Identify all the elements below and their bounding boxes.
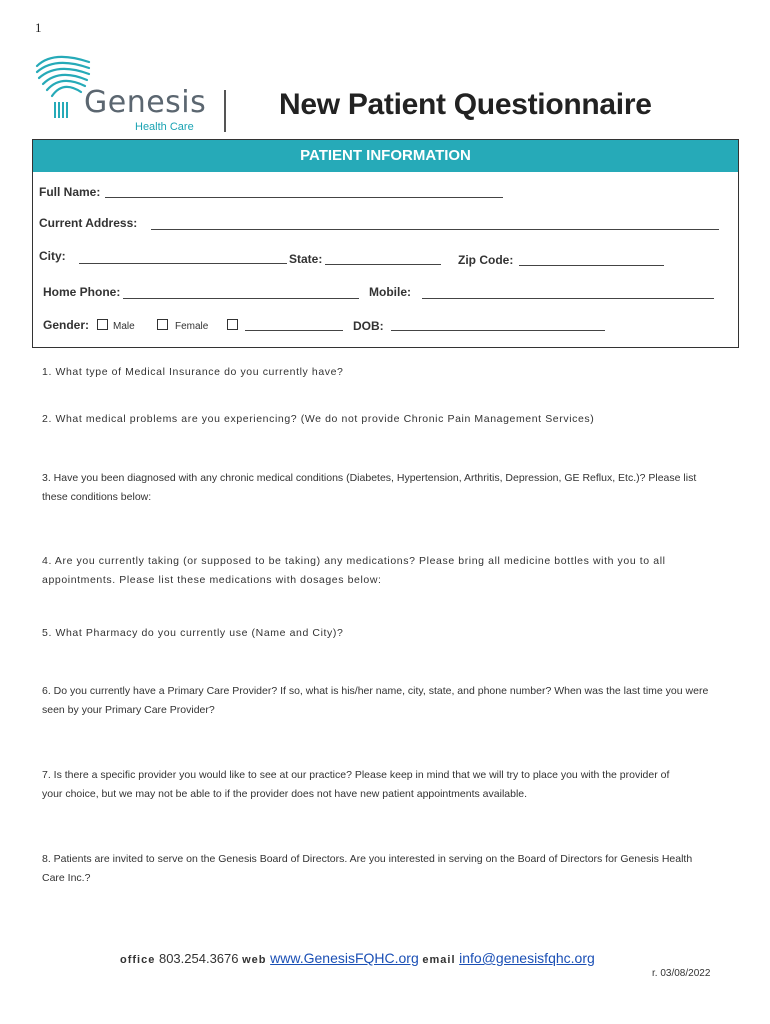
patient-information-section bbox=[32, 139, 739, 348]
zip-code-field[interactable] bbox=[519, 265, 664, 266]
revision-date: r. 03/08/2022 bbox=[652, 968, 711, 979]
contact-footer bbox=[120, 950, 595, 966]
question-7: 7. Is there a specific provider you would like to see at our practice? Please keep in mind that we will try to place you with the provider of your choice, but we may not be able to if the provider does not have new patient appointments available. bbox=[42, 769, 670, 800]
website-link[interactable]: www.GenesisFQHC.org bbox=[270, 950, 419, 966]
dob-label: DOB: bbox=[353, 319, 384, 333]
question-4: 4. Are you currently taking (or supposed to be taking) any medications? Please bring all medicine bottles with you to all appointments. Please list these medications with dosages below: bbox=[42, 555, 666, 586]
header-divider bbox=[224, 90, 226, 132]
home-phone-label: Home Phone: bbox=[43, 285, 121, 299]
other-gender-field[interactable] bbox=[245, 330, 343, 331]
city-label: City: bbox=[39, 249, 66, 263]
office-phone: 803.254.3676 bbox=[158, 951, 239, 966]
current-address-label: Current Address: bbox=[39, 216, 138, 230]
zip-code-label: Zip Code: bbox=[458, 253, 514, 267]
question-1: 1. What type of Medical Insurance do you currently have? bbox=[42, 366, 344, 378]
patient-information-header: PATIENT INFORMATION bbox=[33, 140, 738, 172]
female-checkbox[interactable] bbox=[157, 319, 168, 330]
genesis-logo bbox=[33, 52, 233, 136]
email-label: email bbox=[422, 954, 456, 966]
question-2: 2. What medical problems are you experiencing? (We do not provide Chronic Pain Management Services) bbox=[42, 413, 595, 425]
document-title: New Patient Questionnaire bbox=[279, 88, 652, 121]
question-8: 8. Patients are invited to serve on the Genesis Board of Directors. Are you interested in serving on the Board of Directors for Genesis Health Care Inc.? bbox=[42, 853, 693, 884]
current-address-field[interactable] bbox=[151, 229, 719, 230]
home-phone-field[interactable] bbox=[123, 298, 359, 299]
question-5: 5. What Pharmacy do you currently use (Name and City)? bbox=[42, 627, 344, 639]
dob-field[interactable] bbox=[391, 330, 605, 331]
question-6: 6. Do you currently have a Primary Care Provider? If so, what is his/her name, city, state, and phone number? When was the last time you were seen by your Primary Care Provider? bbox=[42, 685, 709, 716]
email-link[interactable]: info@genesisfqhc.org bbox=[459, 950, 595, 966]
logo-subtitle: Health Care bbox=[135, 121, 194, 133]
state-label: State: bbox=[289, 252, 323, 266]
full-name-field[interactable] bbox=[105, 197, 503, 198]
web-label: web bbox=[242, 954, 267, 966]
gender-label: Gender: bbox=[43, 318, 90, 332]
male-checkbox[interactable] bbox=[97, 319, 108, 330]
female-option-label: Female bbox=[175, 321, 209, 332]
other-gender-checkbox[interactable] bbox=[227, 319, 238, 330]
male-option-label: Male bbox=[113, 321, 135, 332]
mobile-field[interactable] bbox=[422, 298, 714, 299]
logo-wordmark: Genesis bbox=[84, 85, 207, 120]
city-field[interactable] bbox=[79, 263, 287, 264]
state-field[interactable] bbox=[325, 264, 441, 265]
question-3: 3. Have you been diagnosed with any chronic medical conditions (Diabetes, Hypertension, Arthritis, Depression, GE Reflux, Etc.)? Please list these conditions below: bbox=[42, 472, 697, 503]
full-name-label: Full Name: bbox=[39, 185, 101, 199]
page-number: 1 bbox=[35, 20, 42, 35]
mobile-label: Mobile: bbox=[369, 285, 411, 299]
office-label: office bbox=[120, 954, 156, 966]
